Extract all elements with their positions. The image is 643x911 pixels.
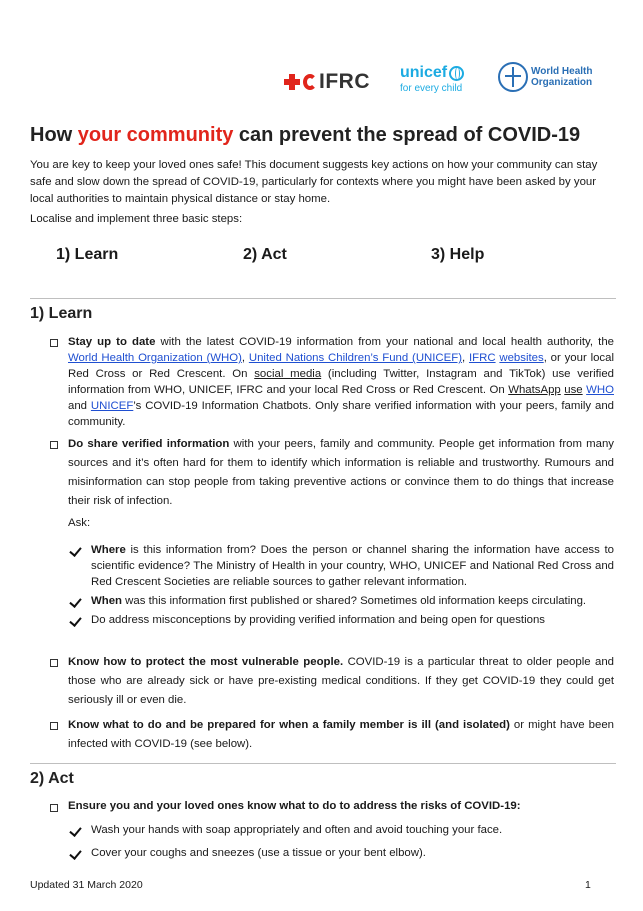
link-unicef-chatbot[interactable]: UNICEF: [90, 400, 134, 412]
who-emblem-icon: [498, 62, 528, 92]
page-title: How your community can prevent the spread of COVID-19: [30, 124, 581, 146]
step-act: 2) Act: [243, 246, 287, 263]
checkmark-icon: [70, 597, 82, 607]
unicef-logo: [400, 64, 464, 94]
unicef-tagline: for every child: [400, 83, 463, 94]
act-check-wash-hands: Wash your hands with soap appropriately and often and avoid touching your face.: [91, 824, 503, 836]
learn-item-family-ill: Know what to do and be prepared for when a family member is ill (and isolated) or might have been infected with COVID-19 (see below).: [68, 719, 614, 750]
act-item-ensure: Ensure you and your loved ones know what to do to address the risks of COVID-19:: [68, 800, 521, 812]
ifrc-logo-text: IFRC: [319, 70, 370, 93]
link-who[interactable]: World Health Organization (WHO): [68, 352, 242, 364]
ask-item-where: Where is this information from? Does the person or channel sharing the information have access to scientific evidence? The Ministry of Health in your country, WHO, UNICEF and National Red Cross and Red Crescent Societies are reliable sources to gather relevant information.: [91, 544, 614, 588]
learn-item-stay-up-to-date: Stay up to date with the latest COVID-19 information from your national and local health authority, the World Health Organization (WHO), United Nations Children’s Fund (UNICEF), IFRC websites, or your local Red Cross or Red Crescent. On social media (including Twitter, Instagram and TikTok) use verified information from WHO, UNICEF, IFRC and your local Red Cross or Red Crescent. On WhatsApp use WHO and UNICEF’s COVID-19 Information Chatbots. Only share verified information with your peers, family and community.: [68, 336, 614, 428]
page-number: 1: [585, 879, 591, 891]
section-divider: [30, 298, 616, 299]
link-who-chatbot[interactable]: WHO: [586, 384, 614, 396]
bullet-box-icon: [50, 804, 58, 812]
ifrc-logo: [284, 70, 370, 94]
section-divider: [30, 763, 616, 764]
link-websites[interactable]: websites: [499, 352, 544, 364]
unicef-logo-text: unicef: [400, 64, 448, 81]
link-ifrc[interactable]: IFRC: [468, 352, 496, 364]
steps-overview: [30, 246, 616, 268]
ask-item-misconceptions: Do address misconceptions by providing verified information and being open for questions: [91, 614, 545, 626]
red-crescent-icon: [303, 74, 317, 90]
checkmark-icon: [70, 849, 82, 859]
checkmark-icon: [70, 546, 82, 556]
title-highlight: your community: [77, 124, 234, 146]
who-logo-text: World Health Organization: [531, 66, 593, 88]
step-learn: 1) Learn: [56, 246, 119, 263]
section-heading-act: 2) Act: [30, 770, 74, 787]
checkmark-icon: [70, 826, 82, 836]
localise-text: Localise and implement three basic steps:: [30, 213, 243, 225]
ask-label: Ask:: [68, 517, 91, 529]
unicef-globe-icon: [449, 66, 464, 81]
who-logo: [498, 62, 592, 92]
bullet-box-icon: [50, 441, 58, 449]
partner-logos: [0, 62, 643, 102]
ask-item-when: When was this information first published or shared? Sometimes old information keeps circulating.: [91, 595, 587, 607]
bullet-box-icon: [50, 659, 58, 667]
learn-item-share-verified: Do share verified information with your peers, family and community. People get information from many sources and it’s often hard for them to identify which information is reliable and trustworthy. Rumours and misinformation can stop people from taking preventive actions or convince them to do things that increase their risk of infection.: [68, 438, 615, 507]
bullet-box-icon: [50, 722, 58, 730]
footer-updated: Updated 31 March 2020: [30, 879, 143, 891]
bullet-box-icon: [50, 339, 58, 347]
red-cross-icon: [284, 74, 300, 90]
checkmark-icon: [70, 616, 82, 626]
section-heading-learn: 1) Learn: [30, 305, 93, 322]
step-help: 3) Help: [431, 246, 485, 263]
link-unicef[interactable]: United Nations Children’s Fund (UNICEF): [248, 352, 463, 364]
intro-paragraph: You are key to keep your loved ones safe! This document suggests key actions on how your community can stay safe and slow down the spread of COVID-19, particularly for contexts where you might have been asked by your local authorities to maintain physical distance or stay home.: [30, 159, 598, 205]
act-check-cover-coughs: Cover your coughs and sneezes (use a tissue or your bent elbow).: [91, 847, 426, 859]
learn-item-protect-vulnerable: Know how to protect the most vulnerable people. COVID-19 is a particular threat to older people and those who are already sick or have pre-existing medical conditions. If they get COVID-19 they could get seriously ill or even die.: [68, 656, 614, 706]
